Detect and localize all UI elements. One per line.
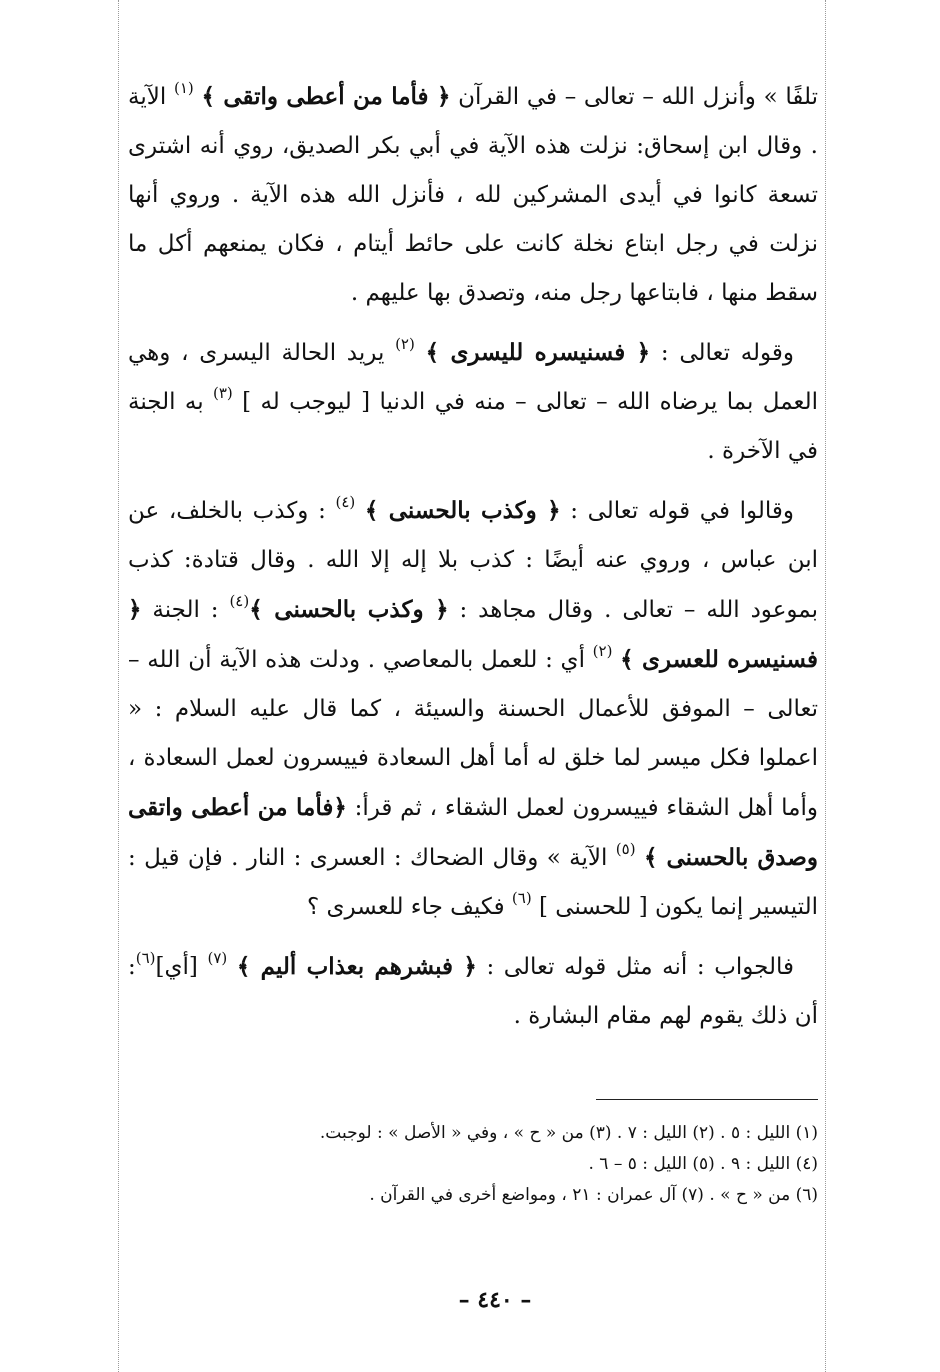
footnote-line: (٦) من « ح » . (٧) آل عمران : ٢١ ، ومواضع أخرى في القرآن . xyxy=(369,1185,818,1205)
paragraph-2 xyxy=(128,328,818,476)
text-run: فكيف جاء للعسرى ؟ xyxy=(307,894,512,920)
footnote-line: (٤) الليل : ٩ . (٥) الليل : ٥ – ٦ . xyxy=(588,1154,818,1174)
quran-quote: ﴿ فسنيسره للعسرى ﴾ xyxy=(128,596,818,673)
footnote-marker: (٦) xyxy=(135,948,156,967)
footnote-marker: (١) xyxy=(173,78,194,97)
footnote-marker: (٦) xyxy=(511,888,532,907)
text-run: الآية . وقال ابن إسحاق: نزلت هذه الآية في أبي بكر الصديق، روي أنه اشترى تسعة كانوا في أيدى المشركين لله ، فأنزل الله هذه الآية . وروي أنها نزلت في رجل ابتاع نخلة كانت على حائط أيتام ، فكان يمنعهم أكل ما سقط منها ، فابتاعها رجل منه، وتصدق بها عليهم . xyxy=(128,84,818,306)
paragraph-3 xyxy=(128,486,818,932)
paragraph-1 xyxy=(128,72,818,318)
text-run: : وكذب بالخلف، عن ابن عباس ، وروي عنه أيضًا : كذب بلا إله إلا الله . وقال قتادة: كذب بموعود الله – تعالى . وقال مجاهد : xyxy=(128,498,818,623)
scan-artifact-line xyxy=(118,0,119,1372)
footnote-marker: (٧) xyxy=(207,948,228,967)
text-run: الآية » وقال الضحاك : العسرى : النار . فإن قيل : التيسير إنما يكون [ للحسنى ] xyxy=(128,845,818,920)
text-run xyxy=(612,647,620,673)
quran-quote: ﴿ وكذب بالحسنى ﴾ xyxy=(249,596,449,623)
paragraph-4 xyxy=(128,942,818,1041)
footnote-separator xyxy=(596,1099,818,1100)
text-run: يريد الحالة اليسرى ، وهي العمل بما يرضاه الله – تعالى – منه في الدنيا [ ليوجب له ] xyxy=(128,340,818,415)
text-run: : أن ذلك يقوم لهم مقام البشارة . xyxy=(128,954,818,1029)
footnote-line: (١) الليل : ٥ . (٢) الليل : ٧ . (٣) من « ح » ، وفي « الأصل » : لوجبت. xyxy=(319,1123,818,1143)
footnote-marker: (٢) xyxy=(592,641,613,660)
text-run: وقوله تعالى : xyxy=(650,340,795,366)
quran-quote: ﴿ وكذب بالحسنى ﴾ xyxy=(364,497,561,524)
footnote-marker: (٤) xyxy=(335,492,356,511)
text-run xyxy=(415,340,426,366)
footnotes xyxy=(128,1118,818,1211)
text-run xyxy=(355,498,365,524)
footnote-marker: (٢) xyxy=(395,334,415,353)
footnote-marker: (٥) xyxy=(615,839,636,858)
text-run: به الجنة في الآخرة . xyxy=(128,389,818,464)
quran-quote: ﴿فأما من أعطى واتقى وصدق بالحسنى ﴾ xyxy=(128,794,819,871)
quran-quote: ﴿ فبشرهم بعذاب أليم ﴾ xyxy=(236,953,477,980)
text-run: فالجواب : أنه مثل قوله تعالى : xyxy=(476,954,795,980)
scan-artifact-line xyxy=(825,0,826,1372)
text-run: أي : للعمل بالمعاصي . ودلت هذه الآية أن الله – تعالى – الموفق للأعمال الحسنة والسيئة ، كما قال عليه السلام : « اعملوا فكل ميسر لما خلق له أما أهل السعادة فييسرون لعمل السعادة ، وأما أهل الشقاء فييسرون لعمل الشقاء ، ثم قرأ: xyxy=(128,647,818,821)
footnote-marker: (٤) xyxy=(229,591,250,610)
text-run: : الجنة xyxy=(141,597,230,623)
text-run: وقالوا في قوله تعالى : xyxy=(560,498,794,524)
page-number: – ٤٤٠ – xyxy=(458,1287,532,1313)
text-run: تلفًا » وأنزل الله – تعالى – في القرآن xyxy=(450,84,819,110)
footnote-marker: (٣) xyxy=(212,383,233,402)
text-run xyxy=(227,954,237,980)
quran-quote: ﴿ فأما من أعطى واتقى ﴾ xyxy=(201,83,451,110)
text-run xyxy=(636,845,644,871)
body-text xyxy=(128,72,818,1041)
text-run: [أي] xyxy=(155,954,208,980)
quran-quote: ﴿ فسنيسره لليسرى ﴾ xyxy=(425,339,651,366)
